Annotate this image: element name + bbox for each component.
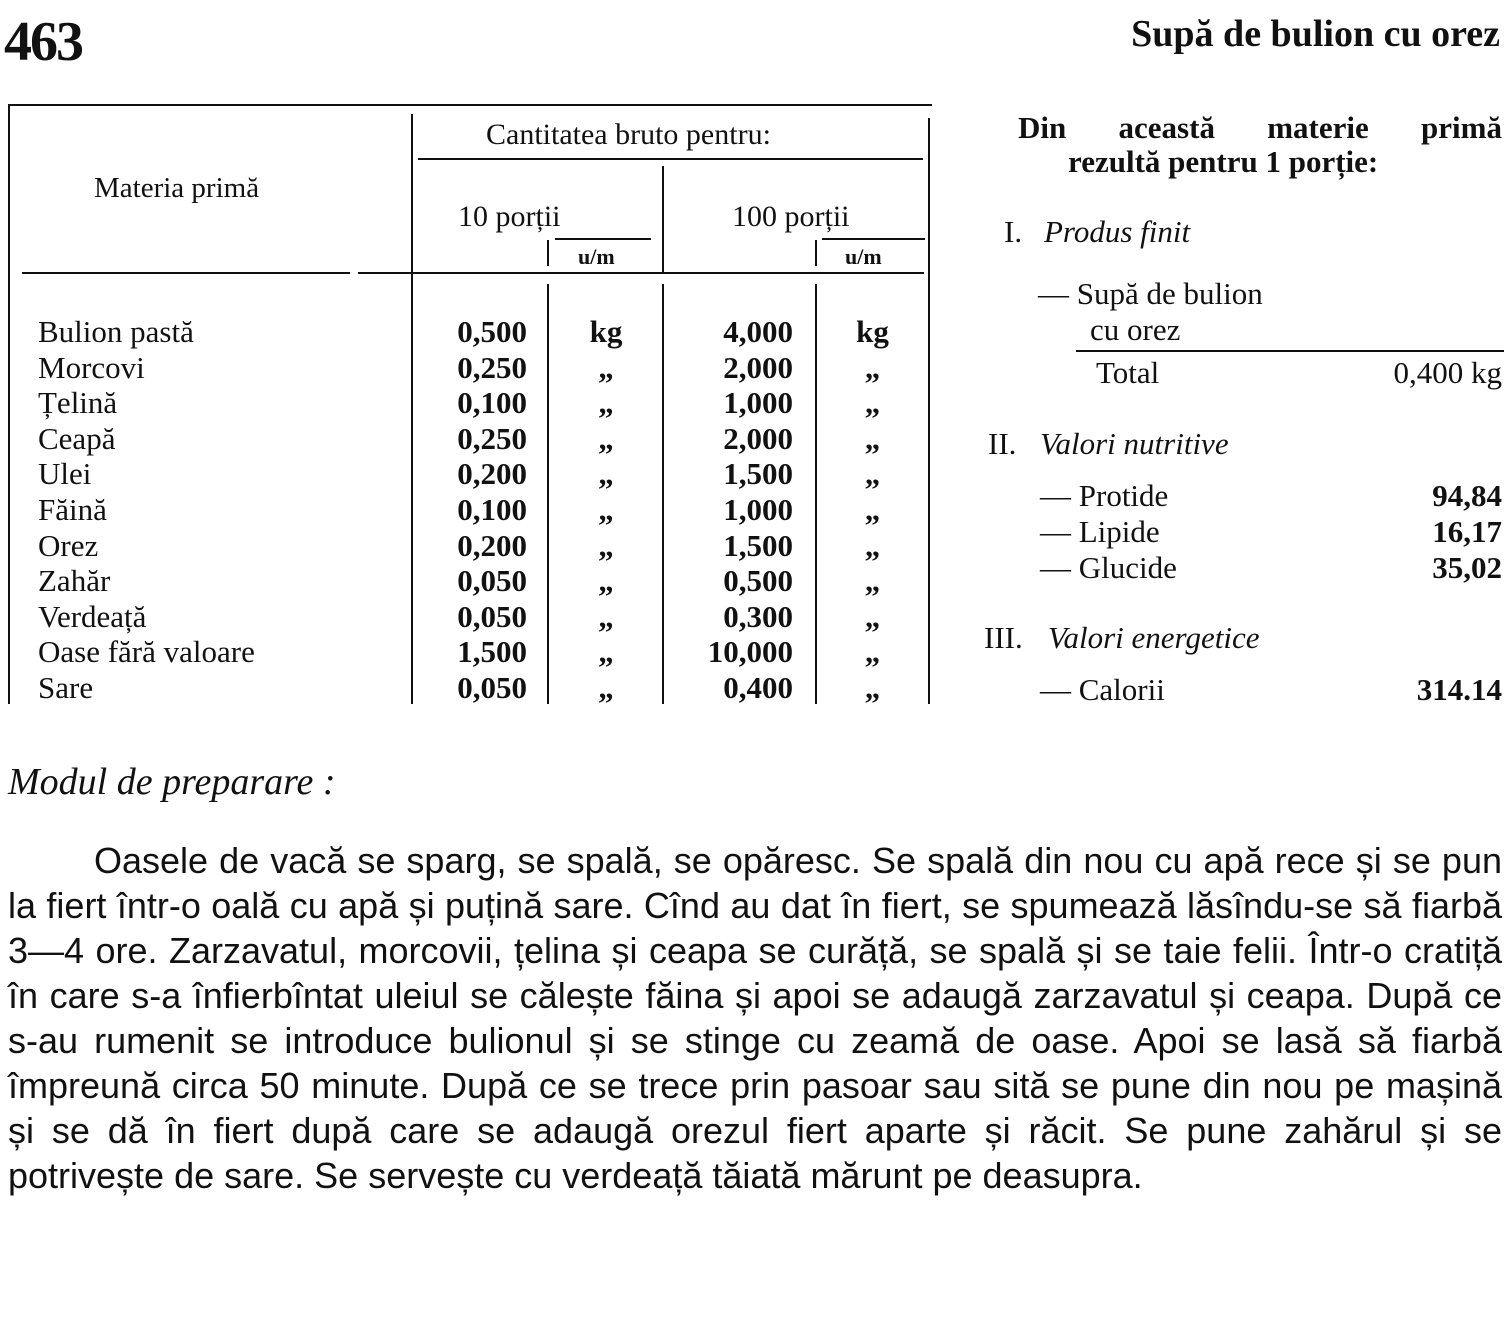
- quantity-10: 0,050: [457, 563, 527, 599]
- quantity-100: 2,000: [723, 349, 793, 385]
- ingredient-name: Țelină: [38, 385, 118, 421]
- table-row: [0, 670, 940, 706]
- unit-10: „: [598, 456, 614, 492]
- unit-100: „: [864, 456, 881, 492]
- ingredient-name: Făină: [38, 492, 107, 527]
- quantity-100: 2,000: [723, 420, 793, 456]
- quantity-10: 0,250: [457, 420, 527, 456]
- nutrient-value-protide: 94,84: [1432, 478, 1502, 513]
- nutrient-label-protide: — Protide: [1040, 478, 1169, 513]
- unit-100: kg: [856, 314, 889, 349]
- cantitatea-underline: [418, 158, 923, 160]
- nutrient-value-lipide: 16,17: [1432, 514, 1502, 549]
- unit-10: kg: [589, 314, 623, 349]
- um100-top-rule: [822, 238, 925, 240]
- header-bottom-rule-left: [22, 272, 350, 274]
- nutrient-label-glucide: — Glucide: [1040, 550, 1177, 585]
- table-row: [0, 563, 940, 599]
- quantity-10: 0,500: [457, 314, 527, 349]
- ingredient-name: Orez: [38, 527, 99, 563]
- quantity-10: 0,200: [457, 456, 527, 492]
- unit-100: „: [864, 634, 881, 670]
- quantity-100: 1,500: [723, 527, 793, 563]
- header-materia: Materia primă: [94, 172, 260, 204]
- table-row: [0, 385, 940, 421]
- method-title: Modul de preparare :: [8, 761, 336, 803]
- quantity-10: 0,200: [457, 527, 527, 563]
- quantity-100: 1,500: [723, 456, 793, 492]
- table-top-rule: [8, 104, 932, 106]
- ingredient-name: Oase fără valoare: [38, 634, 255, 670]
- unit-100: „: [864, 527, 881, 563]
- unit-100: „: [864, 420, 881, 456]
- section2-number: II.: [988, 426, 1017, 461]
- total-value: 0,400 kg: [1393, 355, 1502, 390]
- unit-10: „: [598, 527, 614, 563]
- header-cantitatea: Cantitatea bruto pentru:: [486, 118, 771, 151]
- table-row: [0, 634, 940, 670]
- header-100-portii: 100 porții: [732, 200, 850, 233]
- nutrient-label-lipide: — Lipide: [1040, 514, 1160, 549]
- yield-intro-line2: rezultă pentru 1 porție:: [1068, 144, 1379, 179]
- section3-title: Valori energetice: [1048, 620, 1260, 655]
- ingredient-name: Sare: [38, 670, 94, 705]
- recipe-title: Supă de bulion cu orez: [1131, 13, 1500, 55]
- quantity-10: 0,100: [457, 385, 527, 421]
- unit-100: „: [864, 349, 881, 385]
- unit-100: „: [864, 598, 881, 634]
- header-um-100: u/m: [845, 244, 882, 269]
- unit-10: „: [598, 634, 614, 670]
- ingredient-name: Verdeață: [38, 598, 147, 634]
- table-row: [0, 528, 940, 564]
- unit-100: „: [864, 385, 881, 421]
- table-row: [0, 492, 940, 528]
- product-line1: — Supă de bulion: [1038, 276, 1263, 311]
- ingredients-table: [0, 0, 940, 720]
- table-row: [0, 599, 940, 635]
- quantity-10: 0,250: [457, 349, 527, 385]
- quantity-100: 4,000: [723, 314, 793, 349]
- unit-10: „: [598, 420, 614, 456]
- um10-top-rule: [555, 238, 651, 240]
- unit-10: „: [598, 598, 614, 634]
- section2-title: Valori nutritive: [1040, 426, 1229, 461]
- yield-intro-line1: Din această materie primă: [1018, 110, 1502, 145]
- quantity-100: 0,300: [723, 598, 793, 634]
- header-10-portii: 10 porții: [458, 200, 561, 233]
- calories-value: 314.14: [1416, 672, 1502, 707]
- unit-10: „: [598, 385, 614, 421]
- unit-100: „: [864, 563, 881, 599]
- unit-10: „: [598, 670, 614, 705]
- quantity-100: 0,400: [723, 670, 793, 705]
- table-row: [0, 314, 940, 350]
- quantity-10: 0,050: [457, 670, 527, 705]
- um100-left-rule: [815, 240, 817, 266]
- total-label: Total: [1096, 355, 1160, 390]
- table-row: [0, 421, 940, 457]
- quantity-100: 1,000: [723, 385, 793, 421]
- um10-left-rule: [547, 240, 549, 266]
- quantity-10: 0,100: [457, 492, 527, 527]
- ingredient-name: Bulion pastă: [38, 314, 194, 349]
- unit-100: „: [864, 492, 881, 527]
- header-bottom-rule-right: [358, 272, 924, 274]
- unit-100: „: [864, 670, 881, 705]
- total-rule: [1076, 350, 1504, 352]
- unit-10: „: [598, 349, 614, 385]
- calories-label: — Calorii: [1040, 672, 1165, 707]
- section3-number: III.: [984, 620, 1023, 655]
- header-um-10: u/m: [578, 244, 615, 269]
- quantity-100: 0,500: [723, 563, 793, 599]
- product-line2: cu orez: [1090, 312, 1181, 347]
- quantity-100: 10,000: [707, 634, 793, 670]
- nutrient-value-glucide: 35,02: [1432, 550, 1502, 585]
- quantity-10: 0,050: [457, 598, 527, 634]
- ingredient-name: Ulei: [38, 456, 92, 492]
- method-text: Oasele de vacă se sparg, se spală, se opăresc. Se spală din nou cu apă rece și se pun la fiert într-o oală cu apă și puțină sare. Cînd au dat în fiert, se spumează lăsîndu-se să fiarbă 3—4 ore. Zarzavatul, morcovii, țelina și ceapa se curăță, se spală și se taie felii. Într-o cratiță în care s-a înfierbîntat uleiul se călește făina și apoi se adaugă zarzavatul și ceapa. După ce s-au rumenit se introduce bulionul și se stinge cu zeamă de oase. Apoi se lasă să fiarbă împreună circa 50 minute. După ce se trece prin pasoar sau sită se pune din nou pe mașină și se dă în fiert după care se adaugă orezul fiert aparte și răcit. Se pune zahărul și se potrivește de sare. Se servește cu verdeață tăiată mărunt pe deasupra.: [8, 840, 1502, 1196]
- quantity-100: 1,000: [723, 492, 793, 527]
- ingredient-name: Ceapă: [38, 420, 116, 456]
- section1-title: Produs finit: [1044, 214, 1191, 249]
- recipe-number: 463: [4, 11, 82, 73]
- ingredient-name: Zahăr: [38, 563, 111, 599]
- section1-number: I.: [1004, 214, 1023, 249]
- table-divider-portions: [662, 166, 664, 272]
- quantity-10: 1,500: [457, 634, 527, 670]
- unit-10: „: [598, 563, 614, 599]
- table-row: [0, 456, 940, 492]
- ingredient-name: Morcovi: [38, 349, 145, 385]
- table-row: [0, 350, 940, 386]
- unit-10: „: [598, 492, 614, 527]
